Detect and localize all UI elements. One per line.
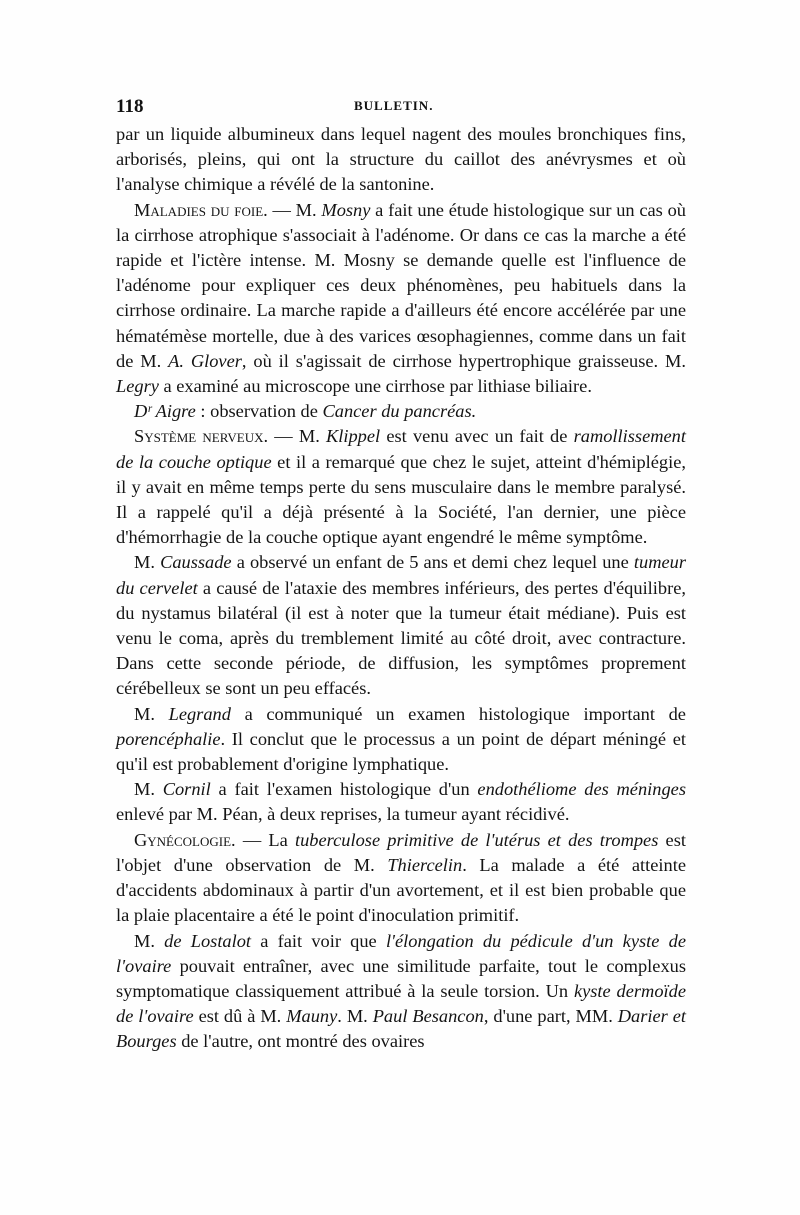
paragraph-text: . Il conclut que le processus a un point de départ méningé et qu'il est probablement d'origine lymphatique. [116,728,686,775]
body-text [116,122,686,1055]
paragraph-text: pouvait entraîner, avec une similitude parfaite, tout le complexus symptomatique classiquement attribué à la seule torsion. Un [116,955,686,1001]
paragraph-text: , d'une part, MM. [483,1006,618,1027]
paragraph-text: — M. [267,199,322,220]
paragraph [116,122,686,198]
paragraph-text: par un liquide albumineux dans lequel nagent des moules bronchiques fins, arborisés, pleins, qui ont la structure du caillot des anévrysmes et où l'analyse chimique a révélé de la santonine. [116,124,686,195]
italic-text: Caussade [160,552,232,573]
italic-text: endothéliome des méninges [477,779,686,800]
paragraph-text: est l'objet d'une observation de M. [116,829,686,875]
paragraph-text: a observé un enfant de 5 ans et demi chez lequel une [231,552,634,573]
paragraph [116,424,686,550]
paragraph-text: a fait l'examen histologique d'un [210,779,478,800]
paragraph-text: M. [134,930,165,951]
paragraph-text: M. [134,779,163,800]
italic-text: ramollissement de la couche optique [116,426,686,472]
paragraph-text: . M. [337,1006,373,1027]
paragraph-text: a causé de l'ataxie des membres inférieurs, des pertes d'équilibre, du nystamus bilatéral (il est à noter que la tumeur était médiane). Puis est venu le coma, après du tremblement limité au côté droit, avec contracture. Dans cette seconde période, de diffusion, les symptômes proprement cérébelleux se sont un peu effacés. [116,577,686,699]
paragraph-text: a communiqué un examen histologique important de [230,703,686,724]
italic-text: Cornil [162,779,211,800]
page-number: 118 [116,96,144,117]
section-heading: Système nerveux. [134,426,269,447]
paragraph-text: — M. [268,426,326,447]
paragraph [116,777,686,827]
paragraph [116,929,686,1055]
italic-text: kyste dermoïde de l'ovaire [116,980,687,1027]
italic-text: Dʳ Aigre [134,401,196,422]
paragraph-text: — La [235,829,295,850]
paragraph [116,399,686,424]
italic-text: Klippel [326,426,381,447]
paragraph-text: a fait voir que [251,930,386,951]
italic-text: Legrand [168,703,231,724]
paragraph-text: : observation de [195,401,323,422]
paragraph [116,198,686,400]
italic-text: Darier et Bourges [116,1006,686,1052]
running-title: BULLETIN. [354,98,434,113]
italic-text: de Lostalot [164,930,252,951]
italic-text: l'élongation du pédicule d'un kyste de l'ovaire [116,930,686,976]
paragraph [116,828,686,929]
paragraph-text: a examiné au microscope une cirrhose par lithiase biliaire. [158,376,592,397]
paragraph-text: est venu avec un fait de [380,426,574,447]
paragraph-text: est dû à M. [193,1006,287,1027]
page-header [116,96,686,118]
italic-text: Paul Besancon [372,1006,484,1027]
italic-text: Mauny [286,1006,338,1027]
paragraph-text: et il a remarqué que chez le sujet, atteint d'hémiplégie, il y avait en même temps perte du sens musculaire dans le membre paralysé. Il a rappelé qu'il a déjà présenté à la Société, l'an dernier, une pièce d'hémorrhagie de la couche optique ayant engendré le même symptôme. [116,451,686,548]
italic-text: tumeur du cervelet [116,552,686,598]
paragraph-text: de l'autre, ont montré des ovaires [176,1031,425,1052]
italic-text: Cancer du pancréas. [322,401,477,422]
paragraph-text: M. [134,552,161,573]
paragraph-text: M. [134,703,169,724]
paragraph [116,550,686,701]
paragraph-text: , où il s'agissait de cirrhose hypertrophique graisseuse. M. [241,350,686,371]
section-heading: Maladies du foie. [134,199,268,220]
italic-text: Legry [116,376,159,397]
italic-text: porencéphalie [116,728,221,749]
italic-text: Thiercelin [387,854,463,875]
section-heading: Gynécologie. [134,829,236,850]
italic-text: A. Glover [168,350,242,371]
italic-text: Mosny [321,199,371,220]
paragraph [116,702,686,778]
paragraph-text: enlevé par M. Péan, à deux reprises, la tumeur ayant récidivé. [116,804,570,825]
italic-text: tuberculose primitive de l'utérus et des trompes [295,829,659,850]
paragraph-text: a fait une étude histologique sur un cas où la cirrhose atrophique s'associait à l'adénome. Or dans ce cas la marche a été rapide et l'ictère intense. M. Mosny se demande quelle est l'influence de l'adénome pour expliquer ces deux phénomènes, peu habituels dans la cirrhose ordinaire. La marche rapide a d'ailleurs été encore accélérée par une hématémèse mortelle, due à des varices œsophagiennes, comme dans un fait de M. [116,199,686,371]
paragraph-text: . La malade a été atteinte d'accidents abdominaux à partir d'un avortement, et il est bien probable que la plaie placentaire a été le point d'inoculation primitif. [116,854,686,926]
